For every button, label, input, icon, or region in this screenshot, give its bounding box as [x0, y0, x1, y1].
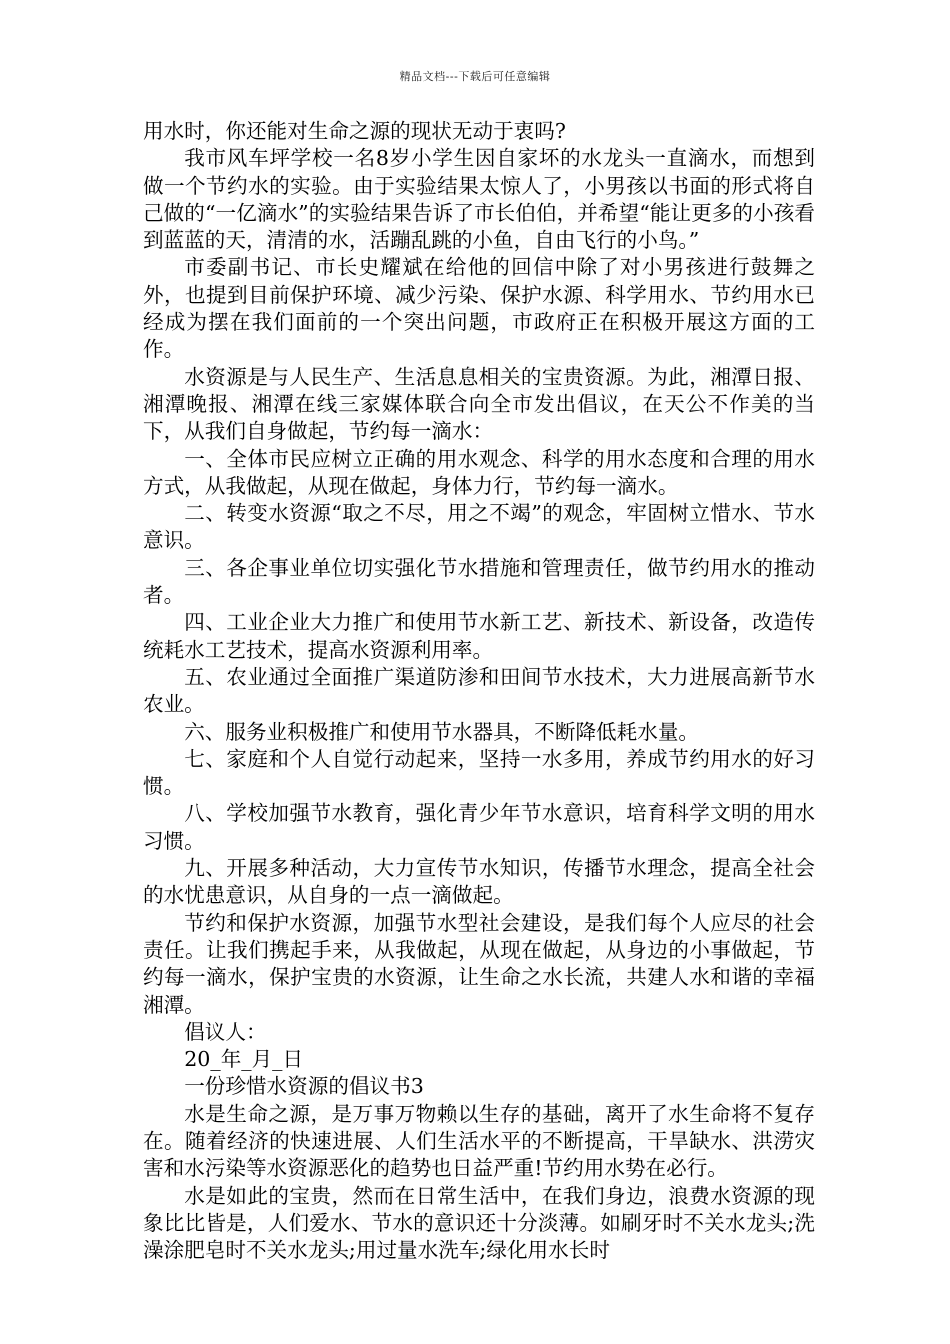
- paragraph: 六、服务业积极推广和使用节水器具，不断降低耗水量。: [184, 719, 700, 744]
- paragraph: 我市风车坪学校一名8岁小学生因自家坏的水龙头一直滴水，而想到做一个节约水的实验。由于实验结果太惊人了，小男孩以书面的形式将自己做的“一亿滴水”的实验结果告诉了市长伯伯，并希望“能让更多的小孩看到蓝蓝的天，清清的水，活蹦乱跳的小鱼，自由飞行的小鸟。”: [143, 146, 815, 253]
- paragraph: 水资源是与人民生产、生活息息相关的宝贵资源。为此，湘潭日报、湘潭晚报、湘潭在线三家媒体联合向全市发出倡议，在天公不作美的当下，从我们自身做起，节约每一滴水：: [143, 364, 815, 444]
- paragraph: 用水时，你还能对生命之源的现状无动于衷吗?: [143, 119, 566, 143]
- paragraph: 一、全体市民应树立正确的用水观念、科学的用水态度和合理的用水方式，从我做起，从现在做起，身体力行，节约每一滴水。: [143, 446, 815, 498]
- paragraph: 八、学校加强节水教育，强化青少年节水意识，培育科学文明的用水习惯。: [143, 801, 815, 853]
- paragraph: 九、开展多种活动，大力宣传节水知识，传播节水理念，提高全社会的水忧患意识，从自身的一点一滴做起。: [143, 856, 815, 908]
- page-header: 精品文档---下载后可任意编辑: [399, 70, 551, 83]
- paragraph: 二、转变水资源“取之不尽，用之不竭”的观念，牢固树立惜水、节水意识。: [143, 501, 815, 553]
- paragraph: 五、农业通过全面推广渠道防渗和田间节水技术，大力进展高新节水农业。: [143, 664, 815, 717]
- section-title: 一份珍惜水资源的倡议书3: [184, 1074, 424, 1099]
- paragraph: 四、工业企业大力推广和使用节水新工艺、新技术、新设备，改造传统耗水工艺技术，提高水资源利用率。: [143, 610, 815, 662]
- paragraph: 七、家庭和个人自觉行动起来，坚持一水多用，养成节约用水的好习惯。: [143, 746, 815, 799]
- paragraph: 节约和保护水资源，加强节水型社会建设，是我们每个人应尽的社会责任。让我们携起手来，从我做起，从现在做起，从身边的小事做起，节约每一滴水，保护宝贵的水资源，让生命之水长流，共建人水和谐的幸福湘潭。: [143, 910, 815, 1017]
- paragraph: 水是如此的宝贵，然而在日常生活中，在我们身边，浪费水资源的现象比比皆是，人们爱水、节水的意识还十分淡薄。如刷牙时不关水龙头;洗澡涂肥皂时不关水龙头;用过量水洗车;绿化用水长时: [143, 1183, 815, 1263]
- paragraph: 三、各企事业单位切实强化节水措施和管理责任，做节约用水的推动者。: [143, 555, 815, 608]
- paragraph: 市委副书记、市长史耀斌在给他的回信中除了对小男孩进行鼓舞之外，也提到目前保护环境、减少污染、保护水源、科学用水、节约用水已经成为摆在我们面前的一个突出问题，市政府正在积极开展这方面的工作。: [143, 255, 815, 362]
- date-line: 20_年_月_日: [184, 1047, 304, 1072]
- paragraph: 水是生命之源，是万事万物赖以生存的基础，离开了水生命将不复存在。随着经济的快速进展、人们生活水平的不断提高，干旱缺水、洪涝灾害和水污染等水资源恶化的趋势也日益严重!节约用水势在必行。: [143, 1101, 815, 1181]
- signature-label: 倡议人：: [184, 1019, 267, 1044]
- document-body: [143, 118, 815, 1264]
